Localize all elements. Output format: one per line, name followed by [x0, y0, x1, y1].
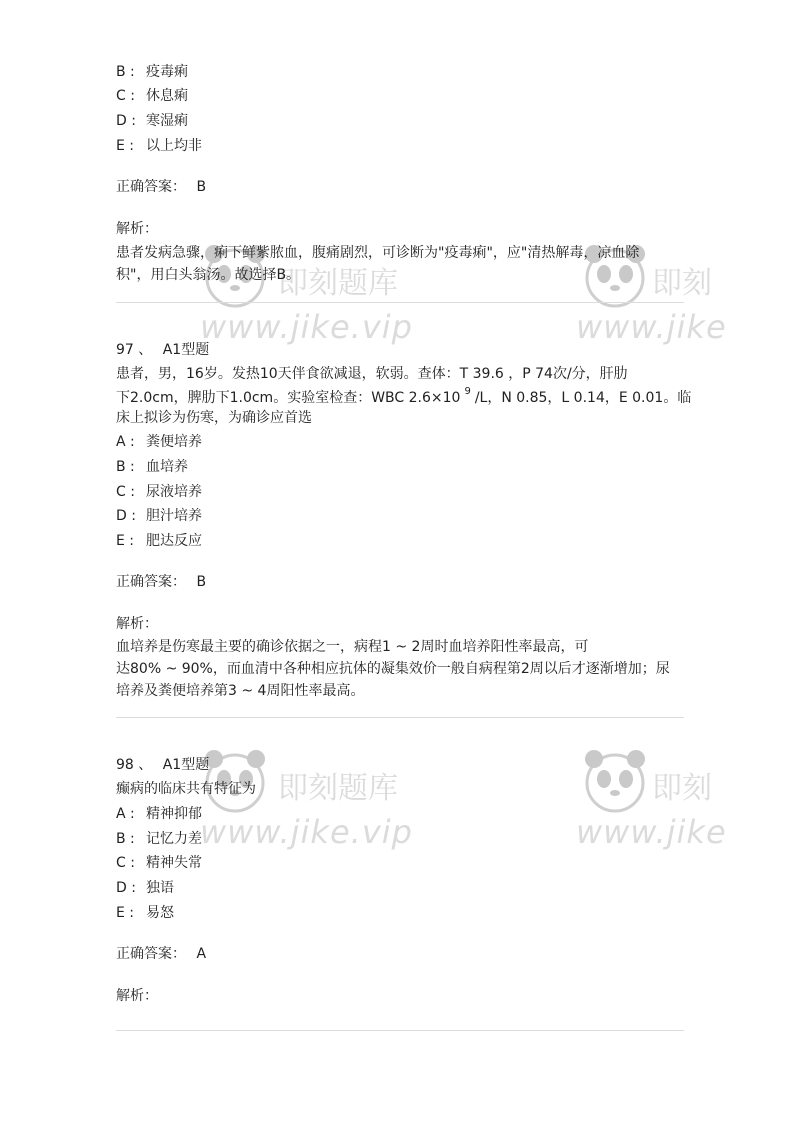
option-a [116, 432, 202, 452]
watermark-brand-url: www.jike.vip [200, 813, 413, 851]
option-letter: C : [116, 855, 135, 871]
option-letter: A : [116, 806, 135, 822]
option-letter: E : [116, 533, 135, 549]
option-letter: C : [116, 484, 135, 500]
option-text: 寒湿痢 [146, 113, 188, 129]
watermark-bottom-left [200, 735, 440, 875]
option-text: 肥达反应 [146, 533, 202, 549]
option-letter: D : [116, 113, 136, 129]
question-type: A1型题 [162, 342, 210, 358]
analysis-label: 解析： [116, 221, 158, 237]
option-letter: D : [116, 880, 136, 896]
option-a [116, 804, 202, 824]
option-b [116, 829, 202, 849]
question-header [116, 755, 209, 775]
option-text: 精神抑郁 [146, 806, 202, 822]
question-header [116, 340, 209, 360]
question-stem-line-2 [116, 388, 691, 410]
panda-logo-icon [580, 745, 650, 815]
question-type: A1型题 [162, 757, 210, 773]
question-divider [116, 1030, 684, 1031]
option-letter: E : [116, 138, 135, 154]
option-text: 易怒 [146, 905, 174, 921]
option-letter: D : [116, 508, 136, 524]
option-text: 休息痢 [146, 88, 188, 104]
question-divider [116, 302, 684, 303]
option-text: 记忆力差 [146, 831, 202, 847]
option-letter: E : [116, 905, 135, 921]
superscript: 9 [464, 386, 471, 397]
option-letter: B : [116, 831, 135, 847]
option-c [116, 86, 188, 106]
option-letter: B : [116, 459, 135, 475]
analysis-line-1: 患者发病急骤，痢下鲜紫脓血，腹痛剧烈，可诊断为"疫毒痢"，应"清热解毒，凉血除 [116, 245, 640, 261]
watermark-brand-url-partial: www.jike [576, 813, 727, 851]
option-letter: C : [116, 88, 135, 104]
question-divider [116, 717, 684, 718]
option-text: 胆汁培养 [146, 508, 202, 524]
option-text: 精神失常 [146, 855, 202, 871]
option-text: 血培养 [146, 459, 188, 475]
option-letter: A : [116, 434, 135, 450]
watermark-brand-cn: 即刻题库 [278, 771, 398, 806]
analysis-line-3: 培养及粪便培养第3 ~ 4周阳性率最高。 [116, 683, 365, 699]
watermark-brand-cn-partial: 即刻 [652, 266, 712, 301]
analysis-line-2: 达80% ~ 90%，而血清中各种相应抗体的凝集效价一般自病程第2周以后才逐渐增加；尿 [116, 661, 670, 677]
correct-answer [116, 944, 206, 964]
question-number: 97 、 [116, 342, 153, 358]
answer-value: A [196, 946, 207, 962]
analysis-line-2: 积"，用白头翁汤。故选择B。 [116, 267, 301, 283]
option-letter: B : [116, 64, 135, 80]
analysis-label: 解析： [116, 616, 158, 632]
question-stem-line-1: 患者，男，16岁。发热10天伴食欲减退，软弱。查体：T 39.6 ，P 74次/分，肝肋 [116, 366, 628, 382]
question-number: 98 、 [116, 757, 153, 773]
analysis-label: 解析： [116, 988, 158, 1004]
option-e [116, 531, 202, 551]
option-b [116, 62, 188, 82]
question-stem: 癫病的临床共有特征为 [116, 781, 256, 797]
option-text: 疫毒痢 [146, 64, 188, 80]
watermark-brand-url-partial: www.jike [576, 308, 727, 346]
option-c [116, 853, 202, 873]
option-text: 独语 [146, 880, 174, 896]
answer-label: 正确答案： [116, 179, 186, 195]
option-b [116, 457, 188, 477]
option-text: 粪便培养 [146, 434, 202, 450]
stem-text: 下2.0cm，脾肋下1.0cm。实验室检查：WBC 2.6×10 [116, 390, 461, 406]
watermark-brand-url: www.jike.vip [200, 308, 413, 346]
option-d [116, 111, 188, 131]
answer-value: B [196, 179, 207, 195]
option-text: 以上均非 [146, 138, 202, 154]
option-d [116, 506, 202, 526]
correct-answer [116, 177, 206, 197]
answer-value: B [196, 574, 207, 590]
option-c [116, 482, 202, 502]
answer-label: 正确答案： [116, 946, 186, 962]
option-e [116, 136, 202, 156]
question-stem-line-3: 床上拟诊为伤寒，为确诊应首选 [116, 410, 312, 426]
correct-answer [116, 572, 206, 592]
analysis-line-1: 血培养是伤寒最主要的确诊依据之一，病程1 ~ 2周时血培养阳性率最高，可 [116, 639, 589, 655]
watermark-brand-cn-partial: 即刻 [652, 771, 712, 806]
watermark-brand-cn: 即刻题库 [278, 266, 398, 301]
stem-text: /L，N 0.85，L 0.14，E 0.01。临 [474, 390, 692, 406]
answer-label: 正确答案： [116, 574, 186, 590]
watermark-bottom-right [576, 735, 800, 875]
option-text: 尿液培养 [146, 484, 202, 500]
option-e [116, 903, 174, 923]
option-d [116, 878, 174, 898]
